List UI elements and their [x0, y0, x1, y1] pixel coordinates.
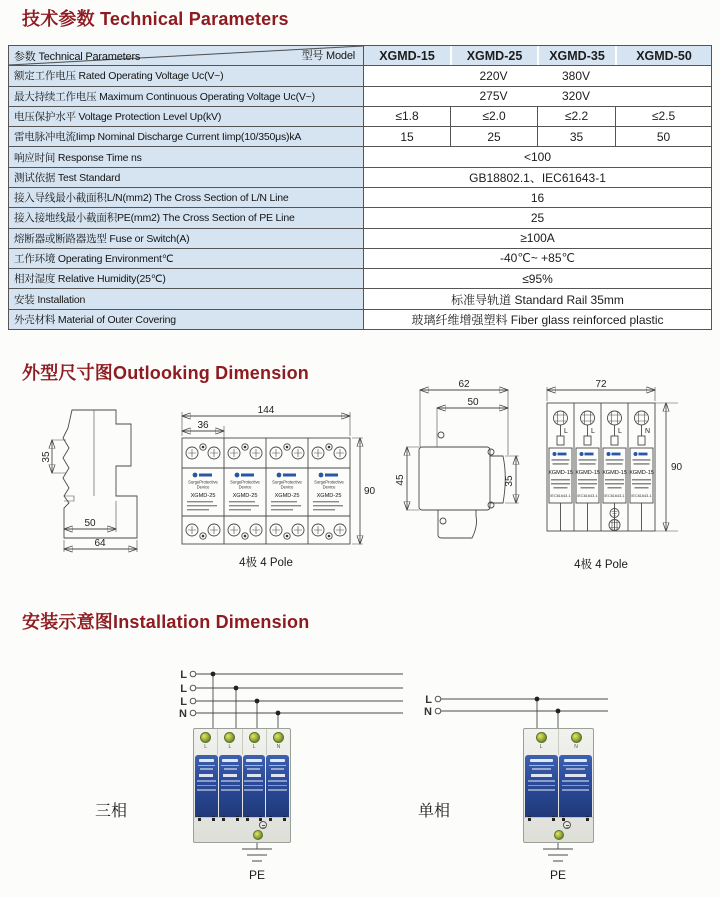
- section-title-technical-parameters: 技术参数 Technical Parameters: [22, 9, 289, 29]
- spd-device-1phase: [523, 728, 594, 843]
- module-model: XGMD-25: [232, 493, 258, 499]
- terminal-label: L: [591, 428, 595, 435]
- line-label: L: [180, 696, 187, 708]
- row-label: 外壳材料 Material of Outer Covering: [9, 310, 363, 329]
- model-column-header: XGMD-25: [450, 46, 537, 65]
- dim-35-label: 35: [41, 451, 52, 463]
- module-brand: SurgeProtective: [188, 479, 218, 485]
- module-brand: Device: [322, 484, 336, 490]
- row-label: 安装 Installation: [9, 289, 363, 308]
- cell-value: ≤2.0: [450, 107, 537, 126]
- row-values: [363, 208, 711, 227]
- dim-64-label: 64: [94, 538, 106, 549]
- cell-value: 25: [450, 127, 537, 146]
- row-values: [363, 249, 711, 268]
- table-row: [9, 126, 711, 146]
- rail-clip-outline: [490, 456, 505, 503]
- cell-value: 50: [615, 127, 711, 146]
- row-values: [363, 289, 711, 308]
- model-header-label: 型号 Model: [301, 50, 355, 62]
- cell-value: GB18802.1、IEC61643-1: [469, 170, 606, 185]
- surge-module: [243, 755, 266, 817]
- table-header-corner-cell: [9, 46, 363, 65]
- table-row: [9, 268, 711, 288]
- ground-symbol: [242, 849, 272, 861]
- module-brand: Device: [280, 484, 294, 490]
- table-row: [9, 146, 711, 166]
- parameters-table: [8, 45, 712, 330]
- terminal-label: L: [564, 428, 568, 435]
- ground-marking-icon: [259, 821, 267, 829]
- model-column-header: XGMD-15: [379, 48, 435, 63]
- cell-value: ≤1.8: [395, 109, 419, 124]
- front-view-2-drawing: [538, 376, 716, 586]
- module-standard: IEC61643-1: [550, 494, 571, 498]
- table-row: [9, 228, 711, 248]
- table-row: [9, 207, 711, 227]
- table-row: [9, 167, 711, 187]
- module-brand: SurgeProtective: [230, 479, 260, 485]
- model-columns: [363, 46, 711, 65]
- module: [312, 444, 346, 539]
- table-row: [9, 86, 711, 106]
- device-base: [194, 817, 290, 843]
- row-values: [363, 310, 711, 329]
- cell-value: 220V: [479, 68, 508, 83]
- section-title-outlooking-dimension: 外型尺寸图Outlooking Dimension: [22, 363, 309, 383]
- cell-value: ≤2.2: [537, 107, 615, 126]
- row-label: 响应时间 Response Time ns: [9, 147, 363, 166]
- ground-marking-icon: [563, 821, 571, 829]
- device-base: [524, 817, 593, 843]
- terminal-row: [194, 729, 290, 755]
- surge-module: [559, 755, 592, 817]
- module-model: XGMD-15: [548, 470, 573, 476]
- module-standard: IEC61643-1: [631, 494, 652, 498]
- module: [270, 444, 304, 539]
- model-column-header: XGMD-50: [615, 46, 711, 65]
- ground-screw-icon: [554, 830, 564, 840]
- plug-in-modules: [194, 755, 290, 817]
- terminal-label: L: [618, 428, 622, 435]
- dim-50-label: 50: [467, 397, 479, 408]
- dim-90-label: 90: [364, 486, 376, 497]
- ground-symbol: [543, 849, 573, 861]
- plug-in-modules: [524, 755, 593, 817]
- row-values: [363, 147, 711, 166]
- cell-value: <100: [523, 150, 552, 165]
- terminal: [559, 729, 593, 755]
- model-column-header: XGMD-35: [537, 46, 615, 65]
- row-values: [363, 188, 711, 207]
- profile-outline: [63, 410, 137, 538]
- terminal: [218, 729, 242, 755]
- table-header-row: [9, 46, 711, 65]
- param-header-label: 参数 Technical Parameters: [14, 51, 141, 64]
- row-values: [363, 107, 711, 126]
- terminal-row: [524, 729, 593, 755]
- side-view-2-drawing: [395, 378, 533, 548]
- wiring-diagram: [0, 645, 720, 897]
- module: [186, 444, 220, 539]
- row-label: 接入接地线最小截面积PE(mm2) The Cross Section of PE Line: [9, 208, 363, 227]
- cell-value: ≤2.5: [615, 107, 711, 126]
- line-label: N: [424, 706, 432, 718]
- dim-144-label: 144: [257, 405, 275, 416]
- terminal-screw-icon: [273, 732, 284, 743]
- module-model: XGMD-15: [602, 470, 627, 476]
- surge-module: [195, 755, 218, 817]
- module-standard: IEC61643-1: [604, 494, 625, 498]
- row-values: [363, 168, 711, 187]
- side-view-1-drawing: [42, 396, 160, 564]
- line-label: L: [180, 669, 187, 681]
- module-standard: IEC61643-1: [577, 494, 598, 498]
- row-label: 接入导线最小截面积L/N(mm2) The Cross Section of L/N Line: [9, 188, 363, 207]
- cell-value: 15: [400, 129, 414, 144]
- cell-value: 25: [530, 210, 545, 225]
- terminal: [194, 729, 218, 755]
- row-values: [363, 87, 711, 106]
- surge-module: [219, 755, 242, 817]
- line-label: N: [179, 708, 187, 720]
- module-brand: SurgeProtective: [314, 479, 344, 485]
- pe-label: PE: [248, 868, 266, 882]
- cell-value: -40℃~ +85℃: [500, 251, 575, 266]
- table-row: [9, 187, 711, 207]
- body-outline: [419, 447, 490, 510]
- row-label: 最大持续工作电压 Maximum Continuous Operating Voltage Uc(V~): [9, 87, 363, 106]
- module-model: XGMD-15: [575, 470, 600, 476]
- terminal-label: L: [204, 744, 208, 750]
- pole-count-label: 4极 4 Pole: [574, 559, 628, 571]
- row-label: 工作环境 Operating Environment℃: [9, 249, 363, 268]
- cell-value: 380V: [561, 68, 591, 83]
- row-label: 雷电脉冲电流Iimp Nominal Discharge Current Iimp(10/350μs)kA: [9, 127, 363, 146]
- terminal-label: L: [252, 744, 256, 750]
- terminal-screw-icon: [200, 732, 211, 743]
- module-model: XGMD-15: [629, 470, 654, 476]
- terminal: [524, 729, 559, 755]
- module-model: XGMD-25: [316, 493, 342, 499]
- terminal-screw-icon: [224, 732, 235, 743]
- dim-72-label: 72: [595, 379, 607, 390]
- terminal: [243, 729, 267, 755]
- pole-count-label: 4极 4 Pole: [239, 557, 293, 569]
- row-label: 测试依据 Test Standard: [9, 168, 363, 187]
- cell-value: ≤95%: [522, 271, 553, 286]
- table-row: [9, 65, 711, 85]
- terminal-label: N: [276, 744, 281, 750]
- dim-45-label: 45: [395, 474, 406, 486]
- module-brand: SurgeProtective: [272, 479, 302, 485]
- table-row: [9, 288, 711, 308]
- row-label: 相对湿度 Relative Humidity(25℃): [9, 269, 363, 288]
- table-row: [9, 248, 711, 268]
- dim-35-label: 35: [504, 475, 515, 487]
- module-model: XGMD-25: [274, 493, 300, 499]
- row-label: 熔断器或断路器选型 Fuse or Switch(A): [9, 229, 363, 248]
- cell-value: ≥100A: [520, 231, 555, 246]
- dim-62-label: 62: [458, 379, 470, 390]
- terminal-label: N: [574, 744, 578, 750]
- section-title-installation-dimension: 安装示意图Installation Dimension: [22, 612, 310, 632]
- terminal-label: L: [539, 744, 543, 750]
- module-brand: Device: [196, 484, 210, 490]
- pe-label: PE: [549, 868, 567, 882]
- terminal-screw-icon: [249, 732, 260, 743]
- cell-value: 35: [537, 127, 615, 146]
- row-values: [363, 229, 711, 248]
- cell-value: 标准导轨道 Standard Rail 35mm: [451, 292, 624, 307]
- row-label: 额定工作电压 Rated Operating Voltage Uc(V~): [9, 66, 363, 85]
- table-row: [9, 106, 711, 126]
- terminal-screw-icon: [571, 732, 582, 743]
- line-label: L: [425, 694, 432, 706]
- surge-module: [266, 755, 289, 817]
- table-row: [9, 309, 711, 329]
- cell-value: 16: [530, 190, 545, 205]
- row-values: [363, 269, 711, 288]
- front-view-1-drawing: [172, 396, 382, 576]
- dim-36-label: 36: [197, 420, 209, 431]
- module: [228, 444, 262, 539]
- cell-value: 275V: [479, 89, 508, 104]
- row-label: 电压保护水平 Voltage Protection Level Up(kV): [9, 107, 363, 126]
- single-phase-caption: 单相: [418, 803, 451, 820]
- cell-value: 320V: [561, 89, 591, 104]
- row-values: [363, 66, 711, 85]
- cell-value: 玻璃纤维增强塑料 Fiber glass reinforced plastic: [411, 312, 664, 327]
- spd-device-3phase: [193, 728, 291, 843]
- surge-module: [525, 755, 558, 817]
- ground-screw-icon: [253, 830, 263, 840]
- line-label: L: [180, 683, 187, 695]
- module-model: XGMD-25: [190, 493, 216, 499]
- terminal-screw-icon: [536, 732, 547, 743]
- three-phase-caption: 三相: [95, 803, 128, 820]
- terminal-label: L: [228, 744, 232, 750]
- terminal-label: N: [645, 428, 651, 435]
- row-values: [363, 127, 711, 146]
- terminal: [267, 729, 290, 755]
- module-brand: Device: [238, 484, 252, 490]
- dim-50-label: 50: [84, 518, 96, 529]
- dim-90-label: 90: [671, 462, 683, 473]
